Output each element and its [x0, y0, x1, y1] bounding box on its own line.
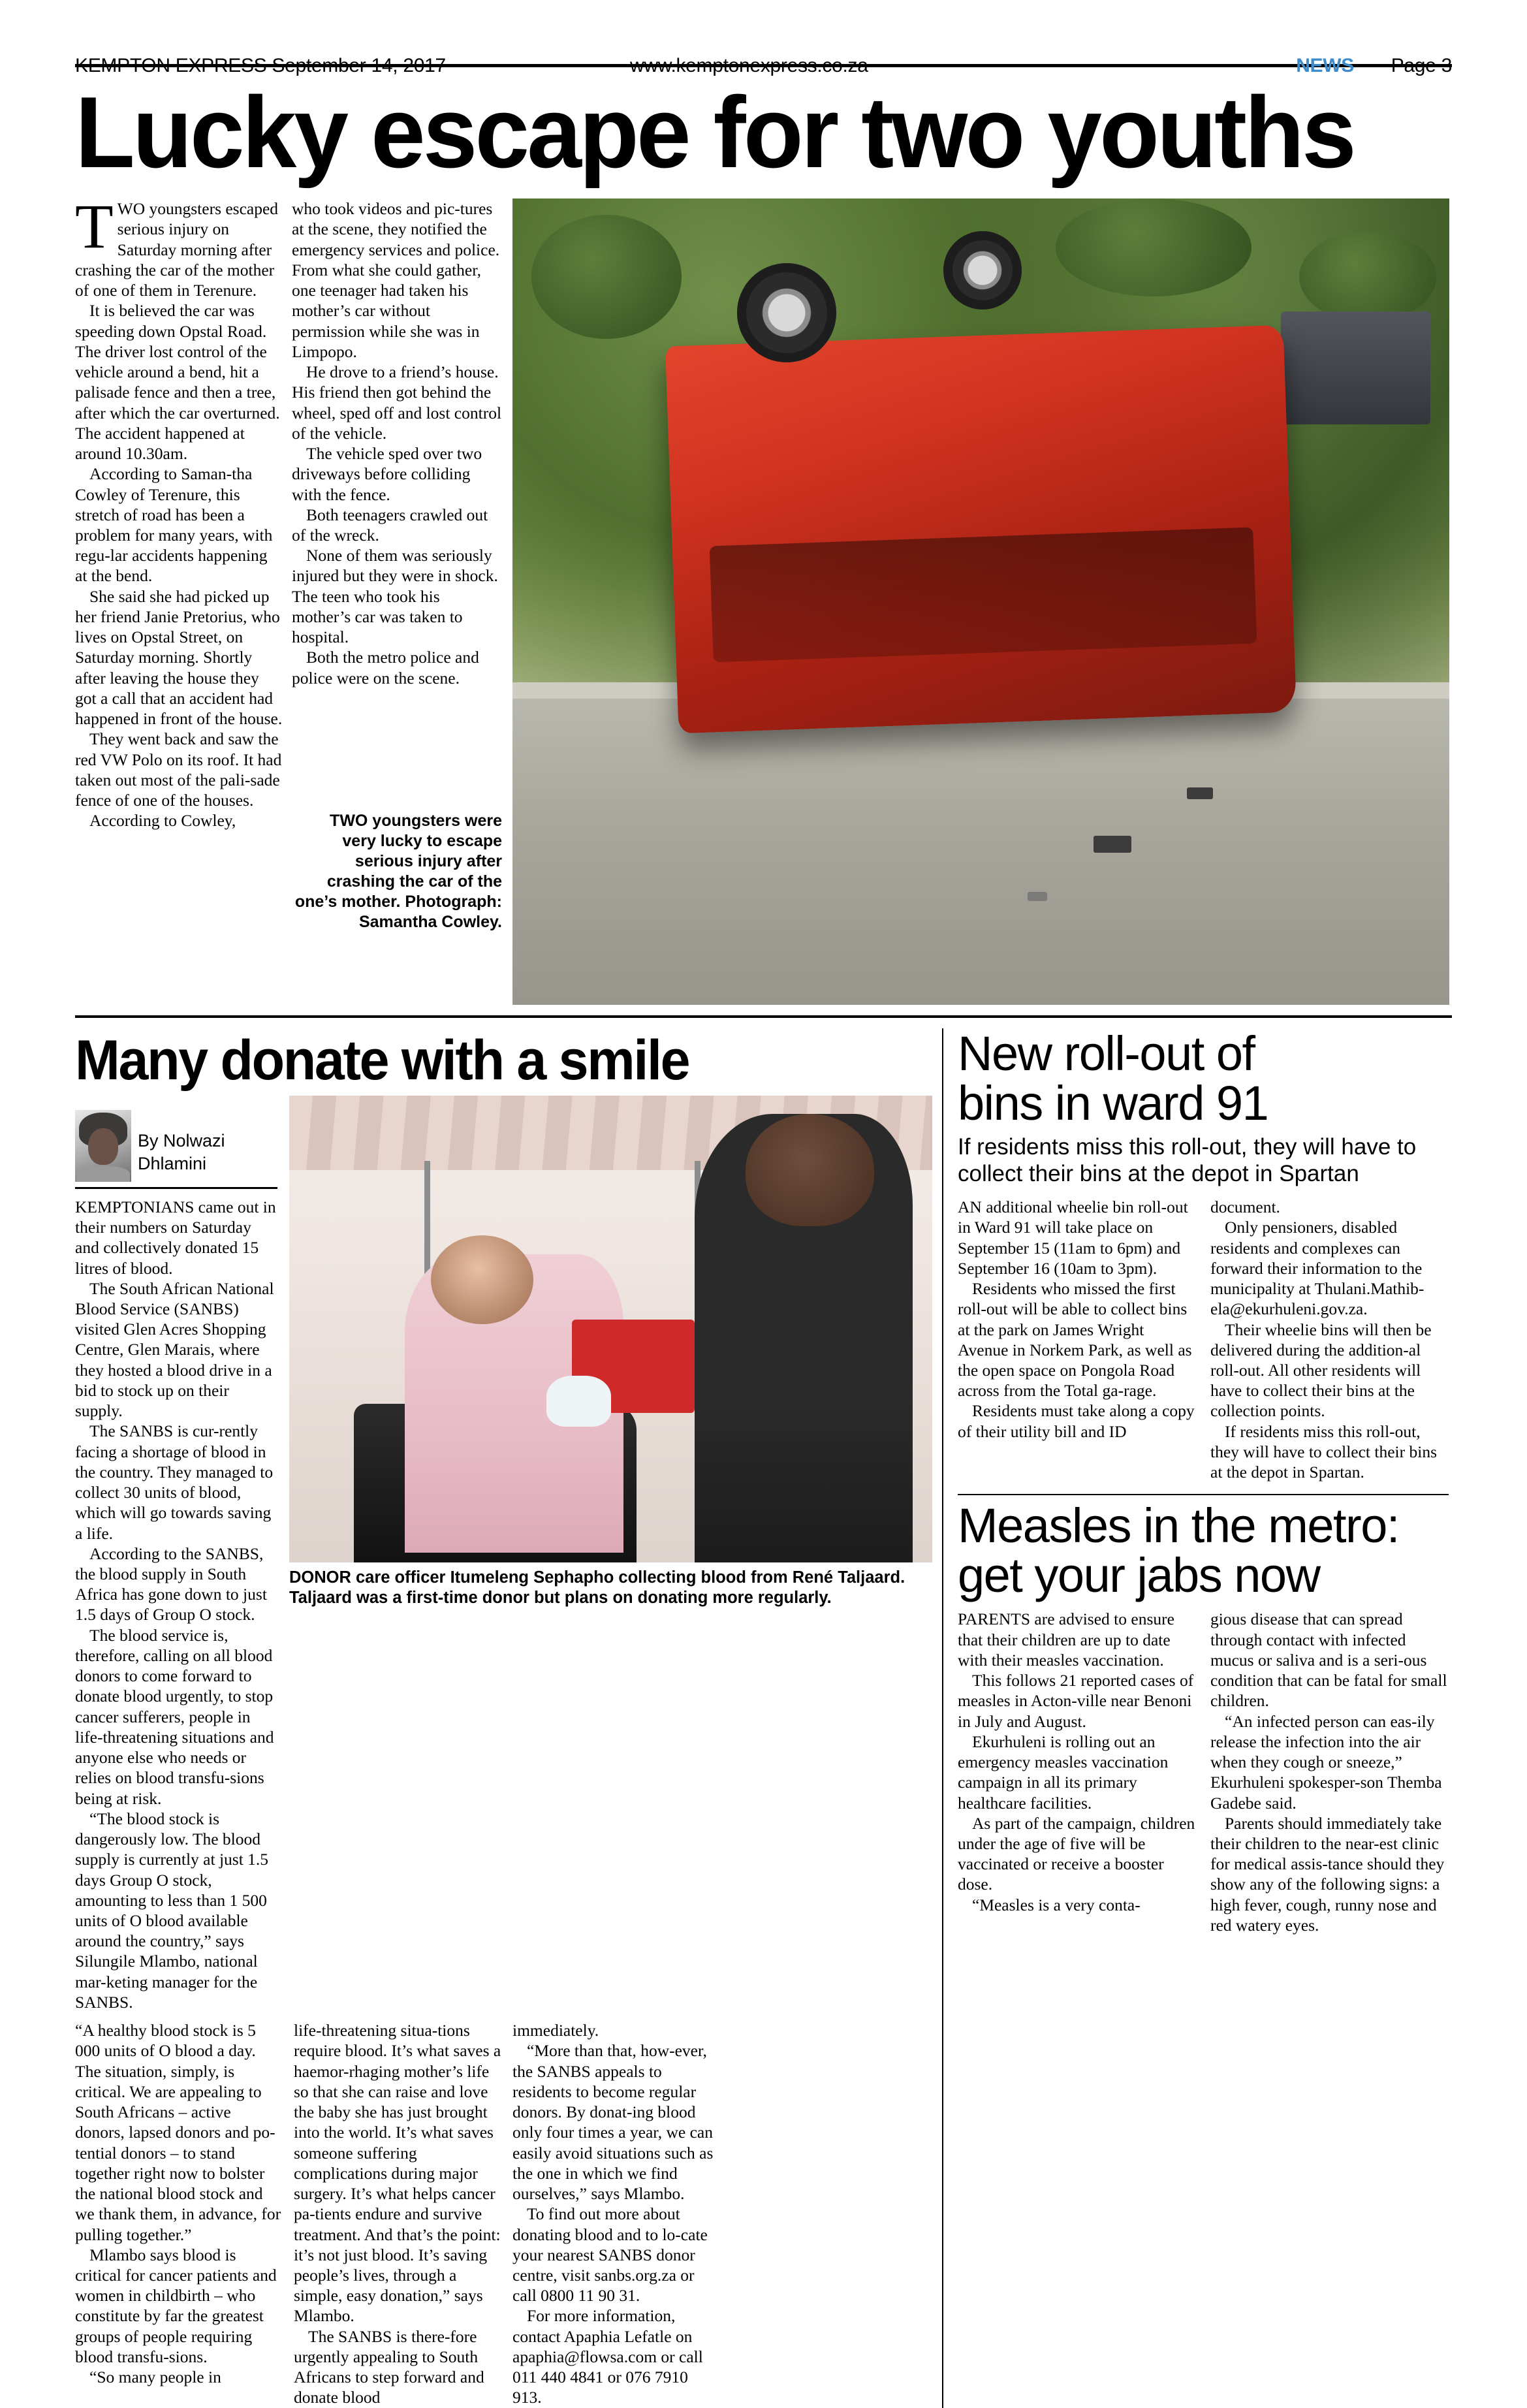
right-rail [943, 1028, 1449, 2407]
bins-subhead: If residents miss this roll-out, they will have to collect their bins at the depot in Spartan [958, 1134, 1417, 1187]
measles-column-2 [1210, 1609, 1449, 1935]
blood-story [75, 1028, 943, 2407]
section-label: NEWS [1296, 55, 1354, 76]
blood-paragraph-2: The South African National Blood Service (SANBS) visited Glen Acres Shopping Centre, Glen Marais, where they hosted a blood drive in a bid to stock up on their supply. [75, 1278, 274, 1421]
measles-columns [958, 1609, 1449, 1935]
measles-1-p3: Ekurhuleni is rolling out an emergency measles vaccination campaign in all its primary healthcare facilities. [958, 1732, 1169, 1813]
section-divider-2 [958, 1494, 1449, 1495]
blood-lower-3-p4: For more information, contact Apaphia Lefatle on apaphia@flowsa.com or call 011 440 4841 or 076 7910 913. [512, 2306, 703, 2407]
measles-2-p1: gious disease that can spread through contact with infected mucus or saliva and is a seri-ous condition that can be fatal for small children. [1210, 1609, 1447, 1711]
drop-cap: T [75, 191, 114, 262]
lead-paragraph-1: TWO youngsters escaped serious injury on Saturday morning after crashing the car of the mother of one of them in Terenure. [75, 191, 279, 300]
byline-name [138, 1110, 225, 1175]
byline-surname: Dhlamini [138, 1153, 207, 1173]
lead-paragraph-2: It is believed the car was speeding down Opstal Road. The driver lost control of the vehicle around a bend, hit a palisade fence and then a tree, after which the car overturned. The accident happened at around 10.30am. [75, 301, 280, 464]
bins-2-p4: If residents miss this roll-out, they will have to collect their bins at the depot in Spartan. [1210, 1421, 1437, 1482]
lead-headline: Lucky escape for two youths [75, 76, 1354, 189]
bins-columns [958, 1197, 1449, 1482]
bins-1-p2: Residents who missed the first roll-out will be able to collect bins at the park on James Wright Avenue in Norkem Park, as well as the open space on Pongola Road across from the Total ga-rage. [958, 1279, 1192, 1401]
lead-paragraph-4: She said she had picked up her friend Janie Pretorius, who lives on Opstal Street, on Saturday morning. Shortly after leaving the house they got a call that an accident had happened in front of the house. [75, 586, 283, 729]
blood-lower-3-p2: “More than that, how-ever, the SANBS appeals to residents to become regular donors. By donat-ing blood only four times a year, we can easily avoid situations such as the one in which we find ourselves,” says Mlambo. [512, 2041, 714, 2204]
bins-2-p2: Only pensioners, disabled residents and complexes can forward their information to the municipality at Thulani.Mathib-ela@ekurhuleni.gov.za. [1210, 1218, 1425, 1319]
blood-paragraph-5: The blood service is, therefore, calling on all blood donors to come forward to donate blood urgently, to stop cancer sufferers, people in life-threatening situations and anyone else who needs or relies on blood transfu-sions being at risk. [75, 1625, 274, 1808]
blood-lower-2-p2: The SANBS is there-fore urgently appealing to South Africans to step forward and donate blood [294, 2326, 484, 2407]
reporter-portrait [75, 1110, 131, 1182]
bins-2-p1: document. [1210, 1197, 1280, 1217]
measles-2-p2: “An infected person can eas-ily release the infection into the air when they cough or sneeze,” Ekurhuleni spokesper-son Themba Gadebe said. [1210, 1711, 1442, 1813]
blood-lower-column-3 [512, 2020, 720, 2407]
blood-paragraph-4: According to the SANBS, the blood supply in South Africa has gone down to just 1.5 days of Group O stock. [75, 1544, 267, 1624]
lead-paragraph-9: The vehicle sped over two driveways before colliding with the fence. [292, 444, 482, 504]
blood-headline: Many donate with a smile [75, 1029, 689, 1092]
lead-paragraph-11: None of them was seriously injured but they were in shock. The teen who took his mother’s car was taken to hospital. [292, 546, 498, 647]
lead-story [75, 191, 1452, 1005]
measles-column-1 [958, 1609, 1196, 1935]
bins-story [958, 1026, 1449, 1482]
bins-column-1 [958, 1197, 1196, 1482]
lead-column-2 [292, 198, 502, 1005]
measles-2-p3: Parents should immediately take their children to the near-est clinic for medical assis-tance should they show any of the following signs: a high fever, cough, runny nose and red watery eyes. [1210, 1813, 1445, 1935]
blood-lower-3-p1: immediately. [512, 2021, 599, 2040]
measles-headline-line-1: Measles in the metro: [958, 1498, 1399, 1553]
lead-photo-caption: TWO youngsters were very lucky to escape serious injury after crashing the car of the one’s mother. Photograph: Samantha Cowley. [294, 811, 502, 931]
byline-prefix: By Nolwazi [138, 1130, 225, 1150]
masthead [75, 0, 1452, 76]
measles-1-p2: This follows 21 reported cases of measles in Acton-ville near Benoni in July and August. [958, 1671, 1194, 1731]
blood-paragraph-1: KEMPTONIANS came out in their numbers on Saturday and collectively donated 15 litres of blood. [75, 1197, 276, 1278]
lead-paragraph-6: According to Cowley, [89, 811, 236, 831]
lead-paragraph-3: According to Saman-tha Cowley of Terenure, this stretch of road has been a problem for many years, with regu-lar accidents happening at the bend. [75, 464, 273, 586]
blood-paragraph-3: The SANBS is cur-rently facing a shortage of blood in the country. They managed to collect 30 units of blood, which will go towards saving a life. [75, 1421, 274, 1543]
publication-date: KEMPTON EXPRESS September 14, 2017 [75, 55, 446, 76]
byline [75, 1110, 277, 1182]
measles-headline-line-2: get your jabs now [958, 1548, 1320, 1603]
blood-lower-1-p2: Mlambo says blood is critical for cancer patients and women in childbirth – who constitute by far the greatest groups of people requiring blood transfu-sions. [75, 2245, 277, 2366]
blood-lower-2-p1: life-threatening situa-tions require blood. It’s what saves a haemor-rhaging mother’s life so that she can raise and love the baby she has just brought into the world. It’s what saves someone suffering complications during major surgery. It’s what helps cancer pa-tients endure and survive treatment. And that’s the point: it’s not just blood. It’s saving people’s lives, through a simple, easy donation,” says Mlambo. [294, 2021, 501, 2326]
blood-lower-3-p3: To find out more about donating blood and to lo-cate your nearest SANBS donor centre, visit sanbs.org.za or call 0800 11 90 31. [512, 2204, 708, 2305]
lead-paragraph-12: Both the metro police and police were on the scene. [292, 648, 479, 688]
blood-donation-photo [289, 1096, 932, 1562]
masthead-website[interactable]: www.kemptonexpress.co.za [630, 55, 868, 76]
blood-lower-column-1 [75, 2020, 283, 2407]
measles-1-p5: “Measles is a very conta- [972, 1895, 1141, 1914]
bins-1-p3: Residents must take along a copy of their utility bill and ID [958, 1401, 1195, 1441]
lead-paragraph-8: He drove to a friend’s house. His friend then got behind the wheel, sped off and lost control of the vehicle. [292, 362, 502, 443]
bins-headline-line-1: New roll-out of [958, 1026, 1255, 1081]
lead-photo-wrap [512, 198, 1449, 1005]
blood-lower-columns [75, 2020, 929, 2407]
measles-1-p4: As part of the campaign, children under the age of five will be vaccinated or receive a booster dose. [958, 1813, 1195, 1894]
measles-1-p1: PARENTS are advised to ensure that their children are up to date with their measles vaccination. [958, 1609, 1174, 1670]
blood-lower-column-2 [294, 2020, 501, 2407]
lead-paragraph-5: They went back and saw the red VW Polo on its roof. It had taken out most of the pali-sade fence of one of the houses. [75, 729, 282, 810]
blood-lower-1-p3: “So many people in [89, 2368, 221, 2387]
section-divider-1 [75, 1015, 1452, 1018]
blood-column-1 [75, 1096, 277, 2012]
page-number: Page 3 [1391, 55, 1452, 76]
lower-section [75, 1028, 1452, 2407]
byline-rule [75, 1187, 277, 1189]
blood-top-columns [75, 1096, 929, 2012]
blood-photo-wrap [289, 1096, 932, 2012]
lead-paragraph-10: Both teenagers crawled out of the wreck. [292, 505, 488, 545]
bins-headline-line-2: bins in ward 91 [958, 1076, 1268, 1131]
overturned-car-photo [512, 198, 1449, 1005]
bins-1-p1: AN additional wheelie bin roll-out in Ward 91 will take place on September 15 (11am to 6pm) and September 16 (10am to 3pm). [958, 1197, 1188, 1278]
blood-lower-1-p1: “A healthy blood stock is 5 000 units of O blood a day. The situation, simply, is critical. We are appealing to South Africans – active donors, lapsed donors and po-tential donors – to stand together right now to bolster the national blood stock and we thank them, in advance, for pulling together.” [75, 2021, 281, 2244]
blood-paragraph-6: “The blood stock is dangerously low. The blood supply is currently at just 1.5 days Group O stock, amounting to less than 1 500 units of O blood available around the country,” says Silungile Mlambo, national mar-keting manager for the SANBS. [75, 1809, 269, 2012]
bins-2-p3: Their wheelie bins will then be delivered during the addition-al roll-out. All other residents will have to collect their bins at the collection points. [1210, 1320, 1432, 1421]
bins-column-2 [1210, 1197, 1449, 1482]
lead-column-1 [75, 191, 283, 1005]
lead-paragraph-7: who took videos and pic-tures at the scene, they notified the emergency services and police. From what she could gather, one teenager had taken his mother’s car without permission while she was in Limpopo. [292, 199, 500, 361]
measles-story [958, 1498, 1449, 1935]
blood-photo-caption: DONOR care officer Itumeleng Sephapho collecting blood from René Taljaard. Taljaard was a first-time donor but plans on donating more regularly. [289, 1568, 905, 1608]
